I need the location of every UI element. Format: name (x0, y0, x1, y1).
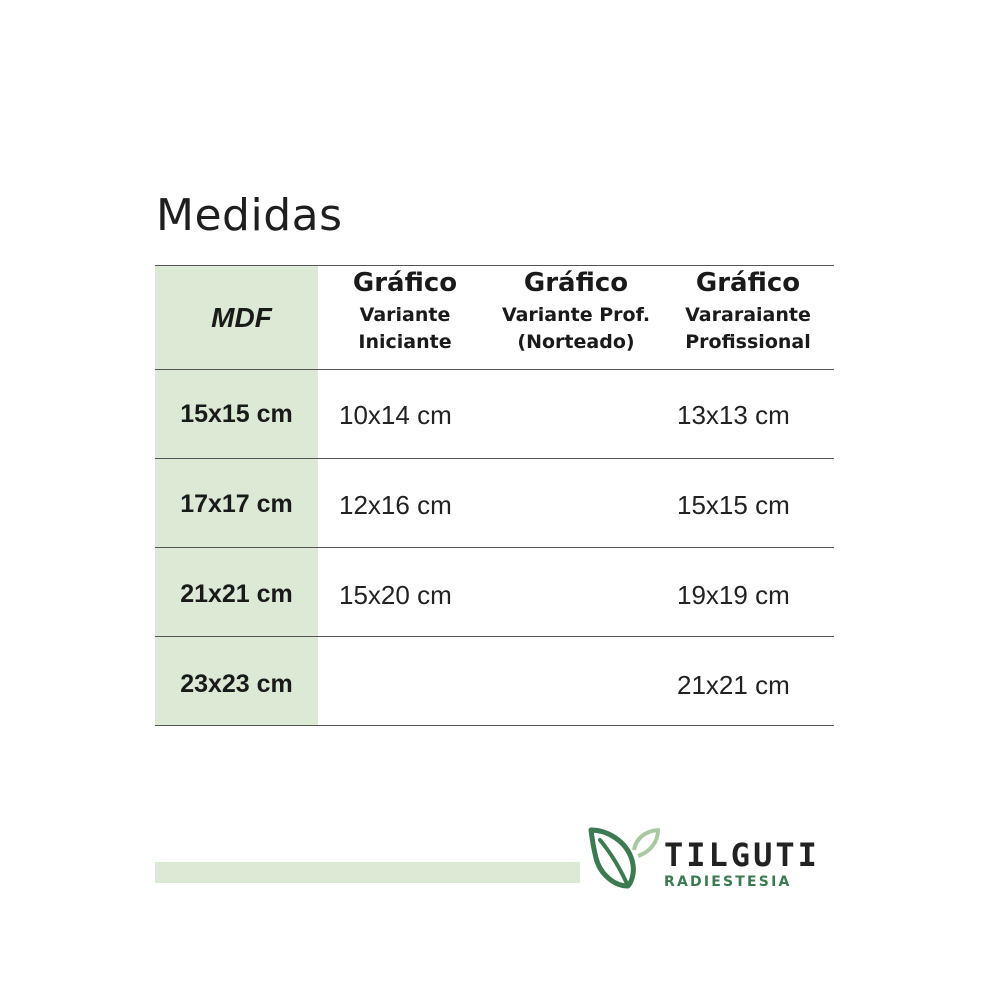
row-label: 15x15 cm (180, 400, 293, 428)
table-cell: 12x16 cm (339, 490, 452, 520)
table-cell: 21x21 cm (677, 670, 790, 700)
header-rule (155, 369, 834, 370)
row-label: 17x17 cm (180, 490, 293, 518)
column-header-title: Gráfico (523, 268, 629, 298)
table-cell: 19x19 cm (677, 580, 790, 610)
column-header-title: Gráfico (695, 268, 801, 298)
column-header-line2: Profissional (685, 331, 811, 353)
leaf-logo-icon (588, 826, 660, 890)
column-header-line2: (Norteado) (517, 331, 635, 353)
table-cell: 10x14 cm (339, 400, 452, 430)
column-header-line1: Variante Prof. (501, 304, 651, 326)
row-rule (155, 547, 834, 548)
brand-name: TILGUTI (664, 836, 820, 874)
column-header-iniciante (322, 268, 488, 356)
column-header-norteado (492, 268, 660, 356)
brand-tagline: RADIESTESIA (664, 874, 792, 890)
row-rule (155, 636, 834, 637)
table-cell: 15x20 cm (339, 580, 452, 610)
table-bottom-rule (155, 725, 834, 726)
table-top-rule (155, 265, 834, 266)
row-label: 21x21 cm (180, 580, 293, 608)
column-header-line1: Vararaiante (685, 304, 811, 326)
table-cell: 15x15 cm (677, 490, 790, 520)
row-label: 23x23 cm (180, 670, 293, 698)
row-rule (155, 458, 834, 459)
column-header-line1: Variante (359, 304, 451, 326)
page-title: Medidas (156, 190, 343, 241)
column-header-line2: Iniciante (358, 331, 452, 353)
column-header-title: Gráfico (352, 268, 458, 298)
decorative-bar (155, 862, 580, 883)
column-header-profissional (664, 268, 832, 356)
mdf-header: MDF (211, 302, 272, 333)
table-cell: 13x13 cm (677, 400, 790, 430)
